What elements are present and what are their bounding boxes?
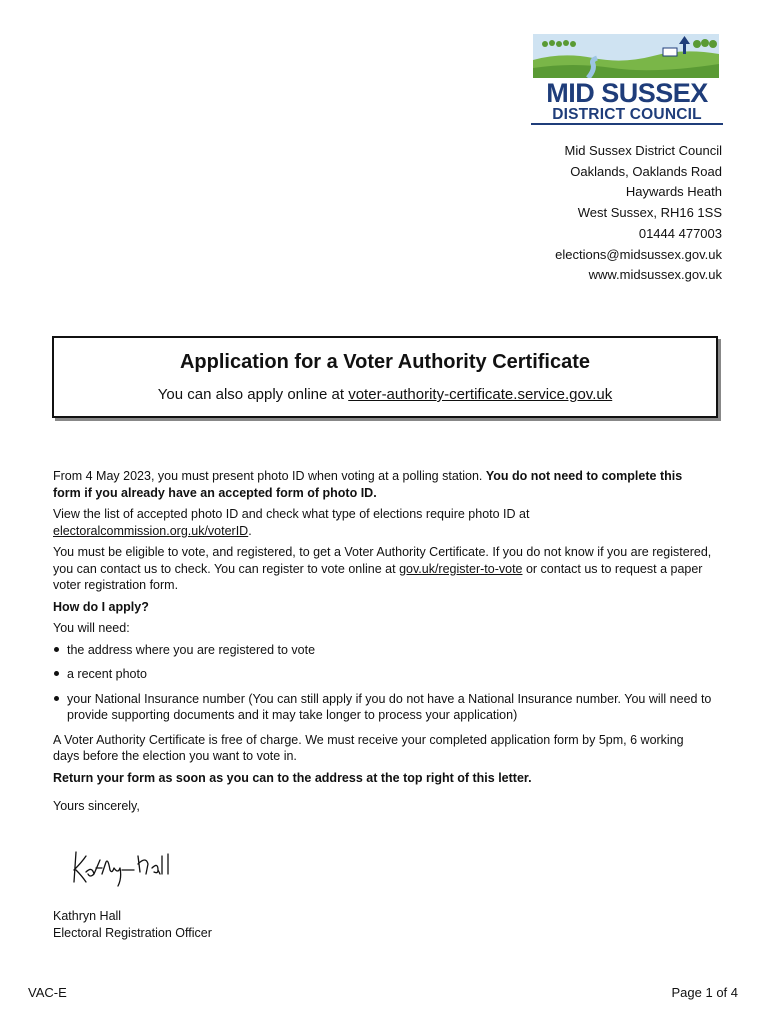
address-line: Mid Sussex District Council [564, 143, 722, 158]
intro-text: From 4 May 2023, you must present photo ID when voting at a polling station. [53, 469, 486, 483]
council-logo [531, 34, 723, 126]
how-to-apply-heading: How do I apply? [53, 599, 149, 614]
photo-id-paragraph [53, 506, 713, 539]
handwritten-signature [66, 848, 176, 888]
page-number: Page 1 of 4 [671, 985, 738, 1000]
letter-body [53, 468, 713, 820]
list-item: a recent photo [53, 666, 713, 683]
signer-role: Electoral Registration Officer [53, 925, 212, 940]
title-box [52, 336, 718, 418]
you-will-need: You will need: [53, 621, 130, 635]
register-to-vote-link[interactable]: gov.uk/register-to-vote [399, 561, 523, 576]
electoral-commission-link[interactable]: electoralcommission.org.uk/voterID [53, 523, 249, 538]
list-item: your National Insurance number (You can still apply if you do not have a National Insurance number. You will need to provide supporting documents and it may take longer to process your application) [53, 691, 713, 724]
signer-name: Kathryn Hall [53, 909, 122, 923]
online-apply-link[interactable]: voter-authority-certificate.service.gov.uk [348, 386, 613, 403]
logo-title: MID SUSSEX [546, 78, 708, 108]
online-apply-prefix: You can also apply online at [157, 386, 349, 403]
address-line: Haywards Heath [625, 184, 722, 200]
closing-line: Yours sincerely, [53, 799, 140, 813]
photo-id-text: View the list of accepted photo ID and check what type of elections require photo ID at [53, 507, 530, 521]
eligibility-end: or contact us to request a paper voter registration form. [53, 561, 703, 592]
address-line: Oaklands, Oaklands Road [570, 163, 722, 179]
return-form-paragraph: Return your form as soon as you can to the address at the top right of this letter. [53, 770, 532, 785]
page-title: Application for a Voter Authority Certificate [179, 351, 591, 373]
intro-paragraph [53, 468, 713, 501]
council-address [555, 141, 722, 286]
intro-bold-text: You do not need to complete this form if you already have an accepted form of photo ID. [53, 469, 683, 500]
phone-number: 01444 477003 [638, 225, 722, 241]
logo-subtitle: DISTRICT COUNCIL [552, 106, 702, 123]
website-address: www.midsussex.gov.uk [588, 267, 722, 283]
list-item: the address where you are registered to vote [53, 642, 713, 659]
deadline-paragraph: A Voter Authority Certificate is free of charge. We must receive your completed application form by 5pm, 6 working days before the election you want to vote in. [53, 732, 684, 763]
photo-id-end: . [248, 523, 252, 538]
requirements-list [53, 642, 713, 724]
address-line: West Sussex, RH16 1SS [577, 205, 722, 221]
form-code: VAC-E [28, 985, 67, 1000]
logo-divider [531, 123, 723, 125]
signer-block [53, 908, 212, 941]
eligibility-paragraph [53, 544, 713, 594]
online-apply-note [54, 386, 716, 403]
email-address: elections@midsussex.gov.uk [555, 246, 722, 262]
landscape-logo-icon [533, 34, 719, 78]
eligibility-text: You must be eligible to vote, and registered, to get a Voter Authority Certificate. If you do not know if you are registered, you can contact us to check. You can register to vote online at [53, 545, 712, 576]
